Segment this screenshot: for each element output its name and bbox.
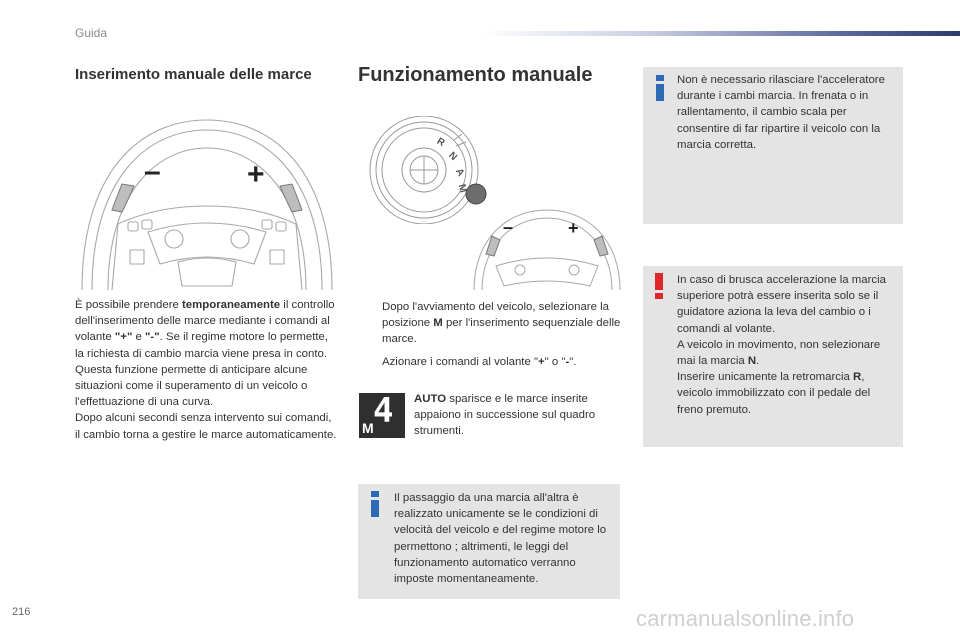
text: Inserire unicamente la retromarcia xyxy=(677,371,853,384)
text-bold: N xyxy=(747,355,757,368)
info-box-right xyxy=(643,67,903,224)
plus-symbol-small: + xyxy=(568,218,579,238)
info-icon xyxy=(370,491,380,517)
warning-icon xyxy=(655,273,663,299)
left-paragraph xyxy=(75,297,337,443)
text-bold: AUTO xyxy=(414,393,447,405)
page-number: 216 xyxy=(12,606,31,618)
info-icon xyxy=(655,75,665,101)
text: " o " xyxy=(544,356,566,368)
selector-letter-m: M xyxy=(455,183,469,194)
warning-box xyxy=(643,266,903,447)
text: Dopo l'avviamento del veicolo, selezionare la posizione xyxy=(382,301,609,330)
steering-wheel-illustration xyxy=(78,114,336,290)
text: È possibile prendere xyxy=(75,299,183,311)
text-bold: R xyxy=(853,371,862,384)
minus-symbol-small: – xyxy=(503,217,514,237)
text: per l'inserimento sequenziale delle marce. xyxy=(382,317,621,346)
gear-mode: M xyxy=(362,420,374,436)
header-label: Guida xyxy=(75,26,108,40)
selector-letter-a: A xyxy=(453,166,467,179)
info-text: Il passaggio da una marcia all'altra è realizzato unicamente se le condizioni di velocità del veicolo e del regime motore lo permettono ; altrimenti, le leggi del funzionamento automatico verranno imposte momentaneamente. xyxy=(394,492,607,586)
text-bold: + xyxy=(538,356,545,368)
instruction-step-1 xyxy=(382,299,622,348)
small-steering-wheel-illustration xyxy=(472,206,622,290)
gear-display-icon xyxy=(359,393,405,438)
text: Dopo alcuni secondi senza intervento sui comandi, il cambio torna a gestire le marce automaticamente. xyxy=(75,412,337,441)
info-box-center xyxy=(358,484,620,599)
text: Azionare i comandi al volante " xyxy=(382,356,539,368)
text: , veicolo immobilizzato con il pedale del freno premuto. xyxy=(677,371,871,416)
text: e xyxy=(132,331,146,344)
warning-text xyxy=(677,272,895,418)
text: . xyxy=(756,355,760,368)
instruction-step-2 xyxy=(382,354,622,370)
page-title: Funzionamento manuale xyxy=(358,64,593,86)
text: . Se il regime motore lo permette, la richiesta di cambio marcia viene presa in conto. xyxy=(75,331,329,360)
text: Questa funzione permette di anticipare alcune situazioni come il superamento di un veicolo o l'effettuazione di una curva. xyxy=(75,363,308,409)
selector-letter-r: R xyxy=(434,135,447,150)
text: sparisce e le marce inserite appaiono in successione sul quadro strumenti. xyxy=(414,393,596,438)
text-bold: - xyxy=(565,356,570,368)
text: ". xyxy=(569,356,577,368)
minus-symbol-text: "-" xyxy=(145,331,160,344)
info-text: Non è necessario rilasciare l'acceleratore durante i cambi marcia. In frenata o in rallentamento, il cambio scala per consentire di far ripartire il veicolo con la marcia corretta. xyxy=(677,74,885,151)
text-bold: temporaneamente xyxy=(182,299,281,311)
plus-symbol: + xyxy=(247,158,265,191)
text-bold: M xyxy=(433,317,443,330)
text: In caso di brusca accelerazione la marcia superiore potrà essere inserita solo se il guidatore aziona la leva del cambio o i comandi al volante. xyxy=(677,274,886,335)
section-heading: Inserimento manuale delle marce xyxy=(75,66,312,83)
auto-note xyxy=(414,391,622,440)
minus-symbol: – xyxy=(144,155,161,188)
text: il controllo dell'inserimento delle marce mediante i comandi al volante xyxy=(75,299,335,344)
selector-letter-n: N xyxy=(446,150,460,163)
text: A veicolo in movimento, non selezionare mai la marcia xyxy=(677,338,881,368)
gear-digit: 4 xyxy=(373,391,394,431)
header-bar xyxy=(480,31,960,36)
watermark: carmanualsonline.info xyxy=(636,606,855,631)
plus-symbol-text: "+" xyxy=(114,331,133,344)
